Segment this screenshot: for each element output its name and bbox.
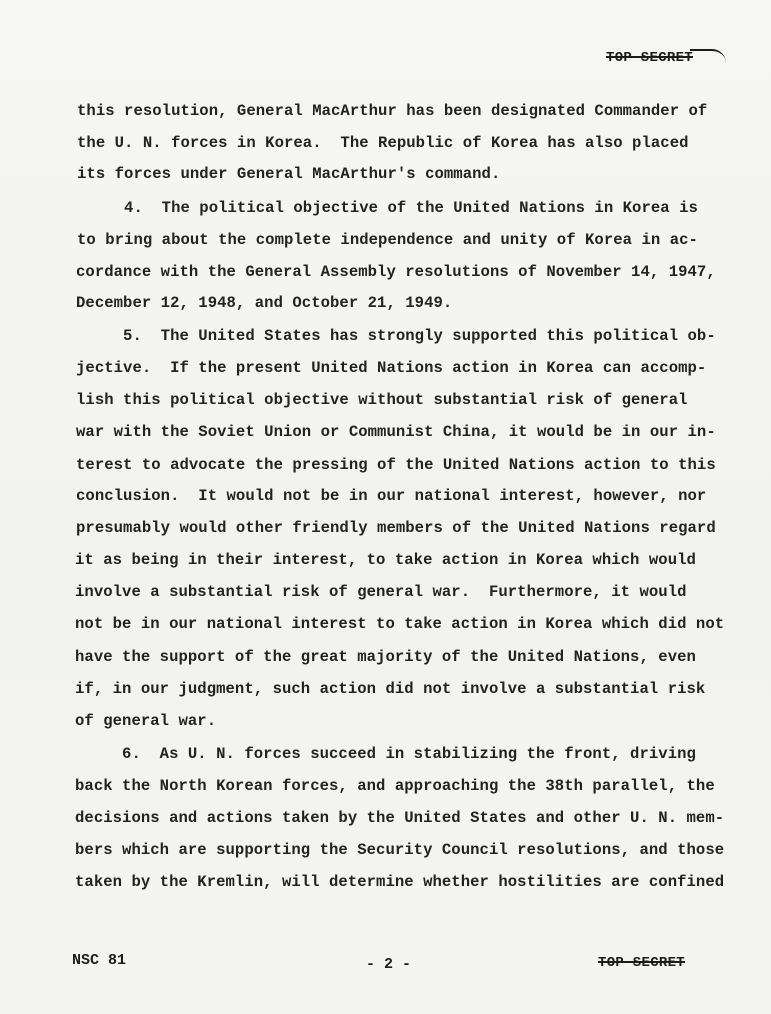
body-line: 4. The political objective of the United Nations in Korea is <box>77 199 698 217</box>
body-line: to bring about the complete independence and unity of Korea in ac- <box>77 231 698 249</box>
body-line: it as being in their interest, to take action in Korea which would <box>75 551 696 569</box>
body-line: involve a substantial risk of general war. Furthermore, it would <box>75 583 687 601</box>
body-line: 5. The United States has strongly supported this political ob- <box>76 327 716 345</box>
footer-classification-marking: TOP SECRET <box>598 955 686 971</box>
body-line: of general war. <box>75 712 217 730</box>
body-line: back the North Korean forces, and approaching the 38th parallel, the <box>75 777 715 795</box>
body-line: war with the Soviet Union or Communist China, it would be in our in- <box>76 423 716 441</box>
header-classification-marking: TOP SECRET <box>606 50 694 66</box>
body-line: presumably would other friendly members of the United Nations regard <box>76 519 716 537</box>
body-line: taken by the Kremlin, will determine whether hostilities are confined <box>75 873 725 891</box>
body-line: bers which are supporting the Security Council resolutions, and those <box>75 841 725 859</box>
body-line: December 12, 1948, and October 21, 1949. <box>76 294 453 312</box>
body-line: terest to advocate the pressing of the United Nations action to this <box>76 456 716 474</box>
body-line: this resolution, General MacArthur has been designated Commander of <box>77 102 708 120</box>
body-line: if, in our judgment, such action did not involve a substantial risk <box>75 680 706 698</box>
body-line: decisions and actions taken by the United States and other U. N. mem- <box>75 809 725 827</box>
body-line: have the support of the great majority of the United Nations, even <box>75 648 696 666</box>
body-line: jective. If the present United Nations action in Korea can accomp- <box>76 359 707 377</box>
document-id: NSC 81 <box>72 952 127 969</box>
body-line: the U. N. forces in Korea. The Republic of Korea has also placed <box>77 134 689 152</box>
body-line: cordance with the General Assembly resolutions of November 14, 1947, <box>76 263 716 281</box>
body-line: not be in our national interest to take action in Korea which did not <box>75 615 725 633</box>
body-line: 6. As U. N. forces succeed in stabilizing the front, driving <box>75 745 696 763</box>
body-line: conclusion. It would not be in our national interest, however, nor <box>76 487 707 505</box>
body-line: its forces under General MacArthur's command. <box>77 165 501 183</box>
page-number: - 2 - <box>366 956 412 973</box>
body-line: lish this political objective without substantial risk of general <box>76 391 688 409</box>
